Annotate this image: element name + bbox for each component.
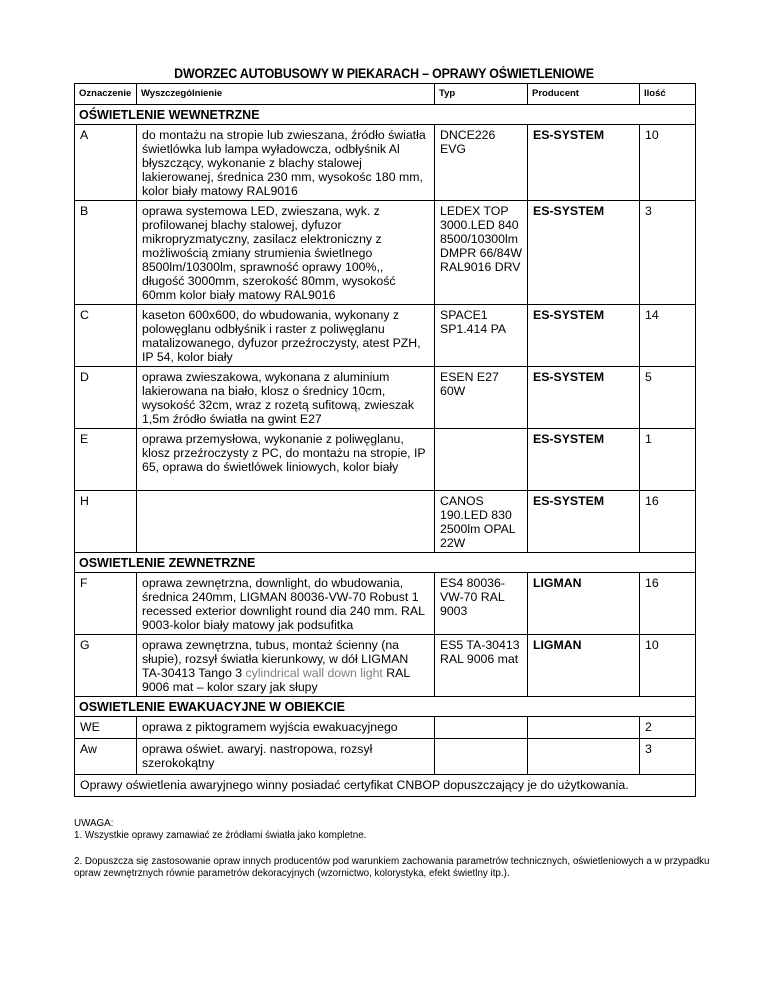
row-type: DNCE226 EVG [435,125,528,201]
row-code: E [75,429,137,491]
row-producer: LIGMAN [528,635,640,697]
header-oznaczenie: Oznaczenie [75,84,137,105]
row-quantity: 10 [640,635,696,697]
row-quantity: 10 [640,125,696,201]
table-row [75,491,696,553]
row-quantity: 16 [640,573,696,635]
certificate-row [75,775,696,797]
row-description: oprawa systemowa LED, zwieszana, wyk. z profilowanej blachy stalowej, dyfuzor mikropryzmatyczny, zasilacz elektroniczny z możliwością zmiany strumienia świetlnego 8500lm/10300lm, sprawność oprawy 100%,, długość 3000mm, szerokość 80mm, wysokość 60mm kolor biały matowy RAL9016 [137,201,435,305]
row-description [137,491,435,553]
table-row [75,573,696,635]
note-item-2: 2. Dopuszcza się zastosowanie opraw innych producentów pod warunkiem zachowania parametrów technicznych, oświetleniowych a w przypadku opraw zewnętrznych równie parametrów dekoracyjnych (wzornictwo, kolorystyka, efekt świetlny itp.). [74,856,710,879]
row-producer: ES-SYSTEM [528,367,640,429]
row-code: WE [75,717,137,739]
row-description [137,635,435,697]
row-quantity: 14 [640,305,696,367]
row-code: G [75,635,137,697]
header-producent: Producent [528,84,640,105]
row-quantity: 2 [640,717,696,739]
desc-text: RAL 9006 mat – kolor szary jak słupy [142,666,410,694]
row-producer: ES-SYSTEM [528,125,640,201]
row-type: CANOS 190.LED 830 2500lm OPAL 22W [435,491,528,553]
section-header-emergency [75,697,696,717]
row-description: do montażu na stropie lub zwieszana, źródło światła świetlówka lub lampa wyładowcza, odbłyśnik Al błyszczący, wykonanie z blachy stalowej lakierowanej, średnica 230 mm, wysokośc 180 mm, kolor biały matowy RAL9016 [137,125,435,201]
row-description: oprawa zwieszakowa, wykonana z aluminium lakierowana na biało, klosz o średnicy 10cm, wysokość 32cm, wraz z rozetą sufitową, zwieszak 1,5m źródło światła na gwint E27 [137,367,435,429]
row-quantity: 5 [640,367,696,429]
row-description: oprawa przemysłowa, wykonanie z poliwęglanu, klosz przeźroczysty z PC, do montażu na stropie, IP 65, oprawa do świetlówek liniowych, kolor biały [137,429,435,491]
table-row [75,367,696,429]
row-type: SPACE1 SP1.414 PA [435,305,528,367]
certificate-note: Oprawy oświetlenia awaryjnego winny posiadać certyfikat CNBOP dopuszczający je do użytkowania. [75,775,696,797]
row-code: Aw [75,739,137,775]
table-row [75,125,696,201]
desc-text: oprawa zewnętrzna, tubus, montaż ścienny (na słupie), rozsył światła kierunkowy, w dół LIGMAN TA-30413 Tango 3 [142,638,409,680]
row-type: LEDEX TOP 3000.LED 840 8500/10300lm DMPR 66/84W RAL9016 DRV [435,201,528,305]
row-code: F [75,573,137,635]
table-row [75,635,696,697]
row-producer: ES-SYSTEM [528,201,640,305]
row-code: B [75,201,137,305]
row-type [435,429,528,491]
row-code: D [75,367,137,429]
table-row [75,739,696,775]
row-description: kaseton 600x600, do wbudowania, wykonany z polowęglanu odbłyśnik i raster z poliwęglanu matalizowanego, dyfuzor przeźroczysty, atest PZH, IP 54, kolor biały [137,305,435,367]
page-title: DWORZEC AUTOBUSOWY W PIEKARACH – OPRAWY OŚWIETLENIOWE [174,66,594,81]
row-producer [528,739,640,775]
row-producer [528,717,640,739]
row-code: A [75,125,137,201]
desc-grey-text: cylindrical wall down light [245,666,383,680]
row-producer: ES-SYSTEM [528,305,640,367]
row-code: C [75,305,137,367]
row-description: oprawa z piktogramem wyjścia ewakuacyjnego [137,717,435,739]
table-row [75,429,696,491]
table-row [75,717,696,739]
row-quantity: 1 [640,429,696,491]
row-producer: ES-SYSTEM [528,429,640,491]
section-title-emergency: OSWIETLENIE EWAKUACYJNE W OBIEKCIE [75,697,696,717]
row-type [435,739,528,775]
row-quantity: 3 [640,739,696,775]
notes-block-1 [74,818,714,841]
row-type: ESEN E27 60W [435,367,528,429]
row-type: ES5 TA-30413 RAL 9006 mat [435,635,528,697]
notes-block-2 [74,856,714,879]
row-type [435,717,528,739]
header-ilosc: Ilość [640,84,696,105]
header-typ: Typ [435,84,528,105]
table-header-row [75,84,696,105]
row-quantity: 3 [640,201,696,305]
row-quantity: 16 [640,491,696,553]
section-title-external: OSWIETLENIE ZEWNETRZNE [75,553,696,573]
row-producer: LIGMAN [528,573,640,635]
row-producer: ES-SYSTEM [528,491,640,553]
row-description: oprawa zewnętrzna, downlight, do wbudowania, średnica 240mm, LIGMAN 80036-VW-70 Robust 1 recessed exterior downlight round dia 240 mm. RAL 9003-kolor biały matowy jak podsufitka [137,573,435,635]
row-type: ES4 80036-VW-70 RAL 9003 [435,573,528,635]
section-title-internal: OŚWIETLENIE WEWNETRZNE [75,105,696,125]
notes-heading: UWAGA: [74,818,114,829]
table-row [75,201,696,305]
section-header-external [75,553,696,573]
luminaires-table [74,83,696,797]
row-description: oprawa oświet. awaryj. nastropowa, rozsył szerokokątny [137,739,435,775]
section-header-internal [75,105,696,125]
row-code: H [75,491,137,553]
header-wyszczegolnienie: Wyszczególnienie [137,84,435,105]
note-item-1: 1. Wszystkie oprawy zamawiać ze źródłami światła jako kompletne. [74,829,367,841]
table-row [75,305,696,367]
